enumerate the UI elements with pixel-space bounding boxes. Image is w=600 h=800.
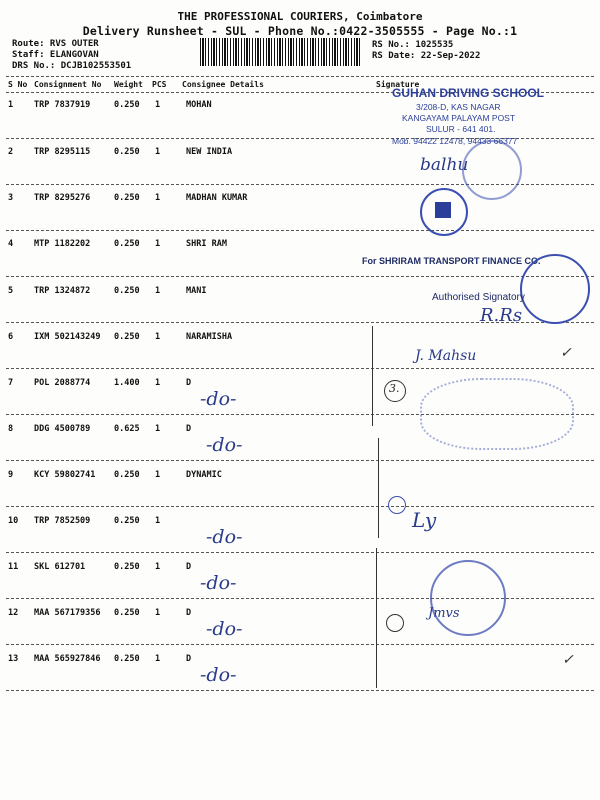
- ditto-mark: -do-: [200, 388, 237, 410]
- signature-12: Jmvs: [428, 606, 460, 621]
- rs-date: RS Date: 22-Sep-2022: [372, 51, 481, 61]
- row-consignment: MAA 565927846: [34, 654, 101, 664]
- row-sno: 10: [8, 516, 19, 526]
- row-weight: 0.250: [114, 147, 140, 157]
- ditto-mark: -do-: [200, 572, 237, 594]
- ditto-mark: -do-: [206, 434, 243, 456]
- row-divider: [6, 690, 594, 691]
- row-divider: [6, 276, 594, 277]
- row-consignment: IXM 502143249: [34, 332, 101, 342]
- row-consignee: D: [186, 378, 192, 388]
- row-consignee: SHRI RAM: [186, 239, 227, 249]
- drs-number: DRS No.: DCJB102553501: [12, 61, 132, 71]
- signature-6: J. Mahsu: [415, 348, 477, 364]
- row-consignment: DDG 4500789: [34, 424, 91, 434]
- row-weight: 0.250: [114, 608, 140, 618]
- row-consignee: NARAMISHA: [186, 332, 233, 342]
- finance-stamp: For SHRIRAM TRANSPORT FINANCE CO.: [362, 256, 541, 266]
- row-consignment: MAA 567179356: [34, 608, 101, 618]
- row-pcs: 1: [155, 100, 161, 110]
- row-consignment: POL 2088774: [34, 378, 91, 388]
- row-consignment: TRP 8295115: [34, 147, 91, 157]
- top-rule: [6, 76, 594, 77]
- row-weight: 0.250: [114, 654, 140, 664]
- row-sno: 12: [8, 608, 19, 618]
- circled-mark-9: [388, 496, 406, 514]
- row-pcs: 1: [155, 424, 161, 434]
- row-consignment: TRP 8295276: [34, 193, 91, 203]
- row-pcs: 1: [155, 147, 161, 157]
- row-consignee: MOHAN: [186, 100, 212, 110]
- row-sno: 8: [8, 424, 14, 434]
- row-consignee: MANI: [186, 286, 207, 296]
- row-weight: 0.250: [114, 332, 140, 342]
- row-divider: [6, 460, 594, 461]
- school-stamp-mobile: Mob. 94422 12478, 94433 66377: [392, 136, 518, 146]
- col-signature: Signature: [376, 80, 420, 89]
- row-consignment: TRP 1324872: [34, 286, 91, 296]
- col-consignee: Consignee Details: [182, 80, 264, 89]
- row-weight: 0.625: [114, 424, 140, 434]
- row-sno: 9: [8, 470, 14, 480]
- row-consignment: TRP 7837919: [34, 100, 91, 110]
- row-consignment: KCY 59802741: [34, 470, 96, 480]
- row-weight: 0.250: [114, 470, 140, 480]
- row-consignee: D: [186, 424, 192, 434]
- bank-logo-icon: [435, 202, 451, 218]
- authorised-signatory: Authorised Signatory: [432, 292, 525, 303]
- row-pcs: 1: [155, 608, 161, 618]
- brace-3: [376, 548, 377, 688]
- row-sno: 5: [8, 286, 14, 296]
- row-pcs: 1: [155, 378, 161, 388]
- row-pcs: 1: [155, 654, 161, 664]
- row-weight: 0.250: [114, 100, 140, 110]
- round-stamp-1: [462, 140, 522, 200]
- smudged-stamp: [420, 378, 574, 450]
- row-pcs: 1: [155, 562, 161, 572]
- col-sno: S No: [8, 80, 28, 89]
- row-divider: [6, 230, 594, 231]
- brace-2: [378, 438, 379, 538]
- row-sno: 4: [8, 239, 14, 249]
- row-divider: [6, 506, 594, 507]
- row-pcs: 1: [155, 286, 161, 296]
- brace-1: [372, 326, 373, 426]
- col-weight: Weight: [114, 80, 143, 89]
- row-consignee: NEW INDIA: [186, 147, 233, 157]
- sulur-round-stamp: [430, 560, 506, 636]
- finance-round-stamp: [520, 254, 590, 324]
- row-consignee: D: [186, 654, 192, 664]
- row-sno: 13: [8, 654, 19, 664]
- row-consignment: SKL 612701: [34, 562, 86, 572]
- row-weight: 0.250: [114, 239, 140, 249]
- row-sno: 6: [8, 332, 14, 342]
- row-pcs: 1: [155, 239, 161, 249]
- school-stamp-addr3: SULUR - 641 401.: [426, 124, 496, 134]
- row-sno: 11: [8, 562, 19, 572]
- barcode: [200, 38, 360, 66]
- row-sno: 1: [8, 100, 14, 110]
- circled-number-text: 3.: [389, 382, 400, 395]
- school-stamp-name: GUHAN DRIVING SCHOOL: [392, 86, 545, 100]
- row-consignee: MADHAN KUMAR: [186, 193, 248, 203]
- bank-round-stamp: [420, 188, 468, 236]
- row-divider: [6, 552, 594, 553]
- row-pcs: 1: [155, 516, 161, 526]
- staff-label: Staff: ELANGOVAN: [12, 50, 99, 60]
- ditto-mark: -do-: [206, 526, 243, 548]
- col-consignment: Consignment No: [34, 80, 102, 89]
- circled-mark-12: [386, 614, 404, 632]
- row-consignee: D: [186, 562, 192, 572]
- row-consignment: MTP 1182202: [34, 239, 91, 249]
- row-consignment: TRP 7852509: [34, 516, 91, 526]
- col-pcs: PCS: [152, 80, 167, 89]
- row-sno: 7: [8, 378, 14, 388]
- signature-5: R.Rs: [480, 305, 523, 326]
- runsheet-subtitle: Delivery Runsheet - SUL - Phone No.:0422-3505555 - Page No.:1: [82, 24, 518, 38]
- row-sno: 3: [8, 193, 14, 203]
- row-divider: [6, 368, 594, 369]
- company-title: THE PROFESSIONAL COURIERS, Coimbatore: [177, 10, 423, 23]
- signature-2: baⅼhu: [420, 155, 469, 175]
- row-divider: [6, 644, 594, 645]
- row-weight: 0.250: [114, 516, 140, 526]
- row-weight: 1.400: [114, 378, 140, 388]
- tick-6: ✓: [560, 345, 572, 361]
- row-consignee: D: [186, 608, 192, 618]
- row-weight: 0.250: [114, 193, 140, 203]
- rs-number: RS No.: 1025535: [372, 40, 454, 50]
- school-stamp-addr2: KANGAYAM PALAYAM POST: [402, 113, 516, 123]
- row-consignee: DYNAMIC: [186, 470, 222, 480]
- row-sno: 2: [8, 147, 14, 157]
- row-pcs: 1: [155, 193, 161, 203]
- row-weight: 0.250: [114, 286, 140, 296]
- ditto-mark: -do-: [206, 618, 243, 640]
- row-weight: 0.250: [114, 562, 140, 572]
- row-pcs: 1: [155, 470, 161, 480]
- school-stamp-addr1: 3/208-D, KAS NAGAR: [416, 102, 501, 112]
- row-pcs: 1: [155, 332, 161, 342]
- ditto-mark: -do-: [200, 664, 237, 686]
- route-label: Route: RVS OUTER: [12, 39, 99, 49]
- signature-10: Ly: [412, 508, 437, 532]
- tick-13: ✓: [562, 652, 574, 668]
